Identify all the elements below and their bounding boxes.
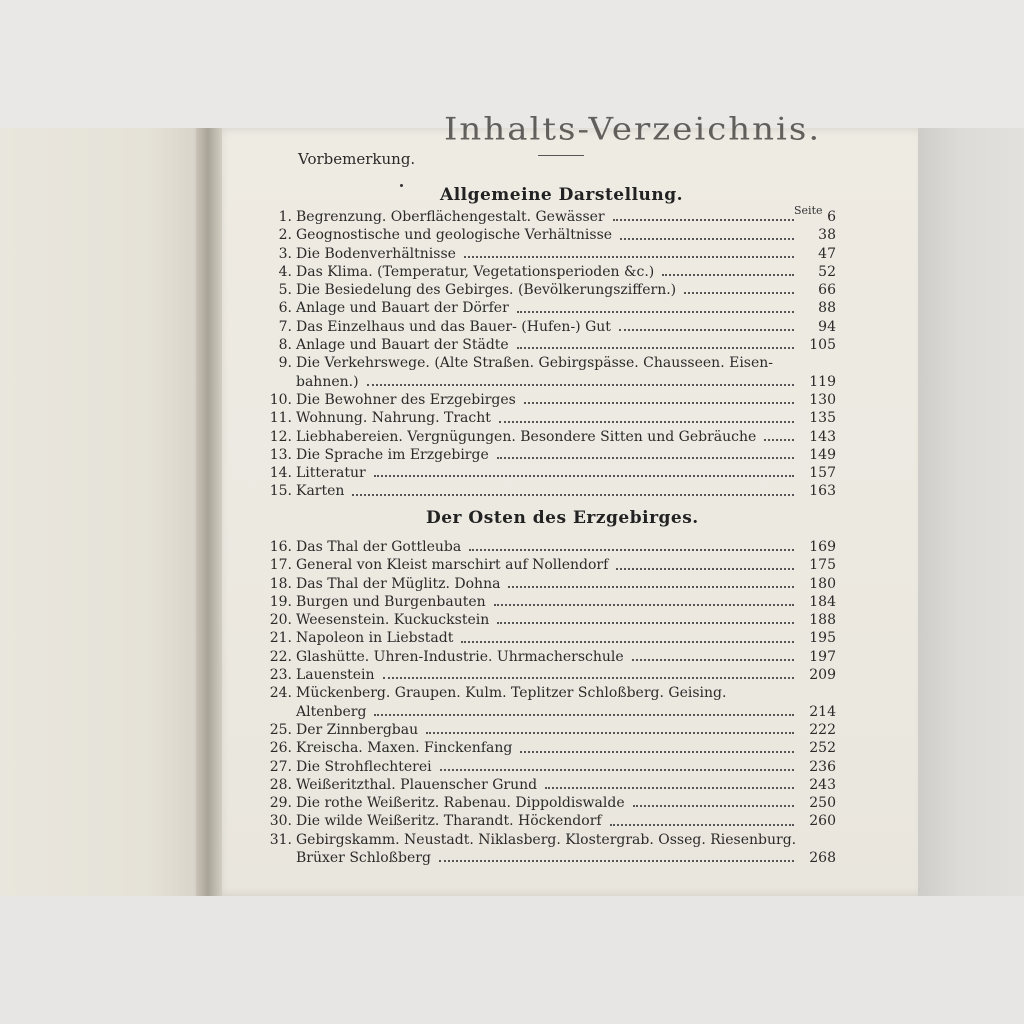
toc-entry-page: 197 [809, 648, 836, 665]
toc-entry-title: Die Sprache im Erzgebirge [296, 446, 489, 463]
toc-entry-page: 268 [809, 850, 836, 867]
dot-leader [497, 456, 794, 459]
toc-entry-title: Weißeritzthal. Plauenscher Grund [296, 776, 538, 793]
toc-list-general [254, 208, 836, 501]
toc-entry-number: 2. [278, 227, 292, 244]
dot-leader [499, 420, 794, 423]
toc-entry-number: 31. [269, 831, 292, 848]
toc-entry-number: 29. [269, 795, 292, 812]
dot-leader [440, 768, 794, 771]
toc-entry-number: 4. [278, 263, 292, 280]
toc-entry-page: 105 [809, 337, 836, 354]
dot-leader [545, 786, 794, 789]
toc-entry-number: 16. [269, 539, 292, 555]
section-title-general: Allgemeine Darstellung. [440, 185, 684, 205]
dot-leader [764, 438, 794, 441]
toc-entry-number: 27. [269, 758, 292, 775]
toc-entry-title: Die rothe Weißeritz. Rabenau. Dippoldiswalde [296, 795, 625, 812]
toc-entry-title: Anlage und Bauart der Städte [296, 337, 509, 354]
toc-entry-title: Burgen und Burgenbauten [296, 593, 486, 610]
toc-entry-page: 184 [809, 593, 836, 610]
toc-entry [254, 226, 836, 244]
toc-entry-page: 130 [809, 391, 836, 408]
toc-entry [254, 758, 836, 776]
dot-leader [616, 567, 794, 570]
dot-leader [517, 310, 794, 313]
toc-entry [254, 611, 836, 629]
dot-leader [374, 474, 794, 477]
toc-entry-number: 18. [269, 575, 292, 592]
toc-entry-page: 6 [827, 209, 836, 225]
dot-leader [508, 585, 794, 588]
toc-entry-title: General von Kleist marschirt auf Nollendorf [296, 557, 609, 574]
toc-entry [254, 739, 836, 757]
dot-leader [439, 859, 794, 862]
toc-entry-title: Napoleon in Liebstadt [296, 630, 454, 647]
toc-entry-page: 47 [818, 245, 836, 262]
toc-entry-title: Anlage und Bauart der Dörfer [296, 300, 509, 317]
toc-entry-title: Liebhabereien. Vergnügungen. Besondere Sitten und Gebräuche [296, 428, 757, 445]
dot-leader [464, 255, 794, 258]
toc-entry-page: 52 [818, 263, 836, 280]
toc-entry-page: 260 [809, 813, 836, 830]
toc-entry-continuation-line [254, 703, 836, 721]
dot-leader [619, 328, 794, 331]
dot-leader [352, 493, 794, 496]
dot-leader [374, 713, 794, 716]
toc-entry-number: 12. [269, 428, 292, 445]
toc-entry-title: Weesenstein. Kuckuckstein [296, 612, 490, 629]
toc-entry-page: 180 [809, 575, 836, 592]
toc-entry-page: 38 [818, 227, 836, 244]
toc-entry-title: Die Verkehrswege. (Alte Straßen. Gebirgspässe. Chausseen. Eisen- [296, 355, 774, 372]
toc-entry-page: 250 [809, 795, 836, 812]
toc-entry-number: 11. [269, 410, 292, 427]
toc-entry-page: 188 [809, 612, 836, 629]
dot-leader [367, 383, 794, 386]
toc-entry-title: Das Einzelhaus und das Bauer- (Hufen-) Gut [296, 318, 611, 335]
toc-entry [254, 281, 836, 299]
dot-leader [383, 676, 794, 679]
toc-entry [254, 464, 836, 482]
toc-entry-number: 5. [278, 282, 292, 299]
dot-leader [461, 640, 794, 643]
toc-entry [254, 299, 836, 317]
toc-entry-number: 17. [269, 557, 292, 574]
toc-entry-continuation-line [254, 849, 836, 867]
toc-entry-title: Die Besiedelung des Gebirges. (Bevölkerungsziffern.) [296, 282, 677, 299]
toc-entry-title: Mückenberg. Graupen. Kulm. Teplitzer Schloßberg. Geising. [296, 685, 727, 702]
toc-entry-page: 195 [809, 630, 836, 647]
toc-entry [254, 648, 836, 666]
toc-entry-title: Der Zinnbergbau [296, 721, 419, 738]
page-column-label: Seite [794, 204, 823, 217]
toc-entry-page: 209 [809, 667, 836, 684]
dot-leader [520, 750, 794, 753]
dot-leader [662, 273, 794, 276]
toc-entry [254, 666, 836, 684]
dot-leader [633, 804, 794, 807]
toc-entry-page: 119 [809, 373, 836, 390]
toc-entry [254, 556, 836, 574]
toc-entry-number: 7. [278, 318, 292, 335]
toc-entry-page: 157 [809, 465, 836, 482]
toc-entry-number: 19. [269, 593, 292, 610]
toc-entry [254, 428, 836, 446]
toc-entry-page: 143 [809, 428, 836, 445]
toc-entry-number: 24. [269, 685, 292, 702]
toc-entry [254, 263, 836, 281]
dot-leader [494, 603, 794, 606]
toc-entry-number: 9. [278, 355, 292, 372]
toc-entry-title: Die Strohflechterei [296, 758, 432, 775]
toc-entry-page: 252 [809, 740, 836, 757]
toc-entry [254, 538, 836, 556]
page-header-fragment: Inhalts-Verzeichnis. [444, 111, 822, 148]
toc-entry-title-continued: Altenberg [296, 703, 367, 720]
dot-leader [497, 621, 794, 624]
toc-entry-number: 20. [269, 612, 292, 629]
toc-entry-page: 243 [809, 776, 836, 793]
dot-leader [426, 731, 794, 734]
toc-entry-title: Wohnung. Nahrung. Tracht [296, 410, 491, 427]
toc-entry-title: Karten [296, 483, 345, 500]
toc-entry-title: Gebirgskamm. Neustadt. Niklasberg. Klostergrab. Osseg. Riesenburg. [296, 831, 797, 848]
toc-entry [254, 391, 836, 409]
ink-dot [400, 184, 403, 187]
toc-entry-title: Kreischa. Maxen. Finckenfang [296, 740, 513, 757]
toc-entry-number: 14. [269, 465, 292, 482]
toc-entry-number: 13. [269, 446, 292, 463]
toc-entry-number: 3. [278, 245, 292, 262]
toc-entry-page: 169 [809, 539, 836, 555]
toc-entry-page: 88 [818, 300, 836, 317]
toc-entry-number: 26. [269, 740, 292, 757]
toc-entry-title: Begrenzung. Oberflächengestalt. Gewässer [296, 209, 605, 225]
toc-entry [254, 721, 836, 739]
toc-entry [254, 684, 836, 721]
preface-line: Vorbemerkung. [298, 150, 416, 168]
toc-entry [254, 831, 836, 868]
toc-entry-number: 8. [278, 337, 292, 354]
dot-leader [517, 346, 794, 349]
toc-entry [254, 794, 836, 812]
right-page [214, 111, 918, 896]
toc-entry-title: Das Thal der Müglitz. Dohna [296, 575, 501, 592]
toc-entry [254, 575, 836, 593]
toc-entry-page: 135 [809, 410, 836, 427]
toc-entry [254, 482, 836, 500]
toc-entry-number: 1. [278, 209, 292, 225]
dot-leader [620, 237, 794, 240]
toc-entry-number: 21. [269, 630, 292, 647]
toc-entry [254, 354, 836, 391]
backdrop-bottom [0, 896, 1024, 1024]
toc-entry-page: 149 [809, 446, 836, 463]
toc-entry-number: 15. [269, 483, 292, 500]
toc-entry-number: 23. [269, 667, 292, 684]
toc-entry-number: 28. [269, 776, 292, 793]
toc-entry [254, 208, 836, 226]
dot-leader [613, 218, 794, 221]
toc-entry-title: Das Klima. (Temperatur, Vegetationsperioden &c.) [296, 263, 655, 280]
dot-leader [524, 401, 794, 404]
toc-entry-number: 22. [269, 648, 292, 665]
toc-entry-page: 222 [809, 721, 836, 738]
toc-entry-title: Die wilde Weißeritz. Tharandt. Höckendorf [296, 813, 602, 830]
toc-entry-title: Lauenstein [296, 667, 375, 684]
backdrop-top [0, 0, 1024, 128]
toc-entry-title: Geognostische und geologische Verhältnisse [296, 227, 613, 244]
dot-leader [610, 823, 794, 826]
dot-leader [632, 658, 794, 661]
toc-entry-continuation-line [254, 373, 836, 391]
toc-entry-title-continued: bahnen.) [296, 373, 359, 390]
toc-entry [254, 593, 836, 611]
toc-entry [254, 409, 836, 427]
toc-entry-page: 175 [809, 557, 836, 574]
toc-entry [254, 336, 836, 354]
toc-entry-page: 94 [818, 318, 836, 335]
toc-entry-title: Die Bodenverhältnisse [296, 245, 456, 262]
left-page [0, 128, 210, 896]
toc-entry [254, 629, 836, 647]
toc-entry-page: 236 [809, 758, 836, 775]
header-rule [538, 155, 584, 156]
toc-entry-number: 30. [269, 813, 292, 830]
toc-entry [254, 245, 836, 263]
toc-entry-title: Glashütte. Uhren-Industrie. Uhrmacherschule [296, 648, 624, 665]
toc-list-east [254, 538, 836, 867]
toc-entry [254, 776, 836, 794]
section-title-east: Der Osten des Erzgebirges. [426, 508, 699, 528]
book-gutter [196, 128, 222, 896]
backdrop-right [918, 128, 1024, 896]
toc-entry-page: 214 [809, 703, 836, 720]
toc-entry-page: 163 [809, 483, 836, 500]
toc-entry-title: Die Bewohner des Erzgebirges [296, 391, 516, 408]
toc-entry-page: 66 [818, 282, 836, 299]
toc-entry-title: Litteratur [296, 465, 366, 482]
toc-entry-number: 10. [269, 391, 292, 408]
toc-entry-number: 6. [278, 300, 292, 317]
toc-entry [254, 446, 836, 464]
toc-entry [254, 318, 836, 336]
toc-entry-title-continued: Brüxer Schloßberg [296, 850, 431, 867]
toc-entry [254, 812, 836, 830]
toc-entry-title: Das Thal der Gottleuba [296, 539, 462, 555]
toc-entry-number: 25. [269, 721, 292, 738]
dot-leader [684, 291, 794, 294]
dot-leader [469, 548, 794, 551]
